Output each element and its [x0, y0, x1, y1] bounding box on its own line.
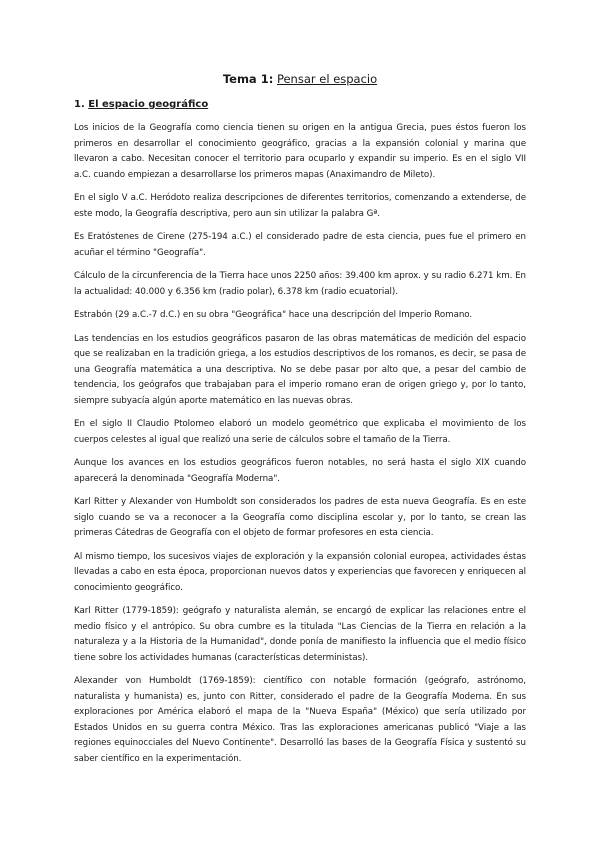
document-page	[74, 72, 526, 775]
section-title: El espacio geográfico	[88, 99, 209, 110]
paragraph-tendencies: Las tendencias en los estudios geográficos pasaron de las obras matemáticas de medición del espacio que se realizaban en la tradición griega, a los estudios descriptivos de los romanos, es decir, se pasa de una Geografía matemática a una descriptiva. No se debe pasar por alto que, a pesar del cambio de tendencia, los geógrafos que trabajaban para el imperio romano eran de origen griego y, por lo tanto, siempre subyacía algún aporte matemático en las nuevas obras.	[74, 333, 526, 406]
paragraph-earth-circumference: Cálculo de la circunferencia de la Tierra hace unos 2250 años: 39.400 km aprox. y su radio 6.271 km. En la actualidad: 40.000 y 6.356 km (radio polar), 6.378 km (radio ecuatorial).	[74, 271, 526, 297]
paragraph-alexander-humboldt: Alexander von Humboldt (1769-1859): científico con notable formación (geógrafo, astrónomo, naturalista y humanista) es, junto con Ritter, considerado el padre de la Geografía Moderna. En sus exploraciones por América elaboró el mapa de la "Nueva España" (México) que sería utilizado por Estados Unidos en su guerra contra México. Tras las exploraciones americanas publicó "Viaje a las regiones equinocciales del Nuevo Continente". Desarrolló las bases de la Geografía Física y sustentó su saber científico en la experimentación.	[74, 676, 526, 764]
section-heading	[74, 98, 526, 112]
section-number: 1.	[74, 99, 85, 110]
document-title	[74, 72, 526, 87]
paragraph-karl-ritter: Karl Ritter (1779-1859): geógrafo y naturalista alemán, se encargó de explicar las relaciones entre el medio físico y el antrópico. Su obra cumbre es la titulada "Las Ciencias de la Tierra en relación a la naturaleza y a la Historia de la Humanidad", donde ponía de manifiesto la influencia que el medio físico tiene sobre los actividades humanas (características deterministas).	[74, 606, 526, 663]
paragraph-exploration: Al mismo tiempo, los sucesivos viajes de exploración y la expansión colonial europea, actividades éstas llevadas a cabo en esta época, proporcionan nuevos datos y experiencias que favorecen y enriquecen al conocimiento geográfico.	[74, 551, 526, 593]
paragraph-greek-origins: Los inicios de la Geografía como ciencia tienen su origen en la antigua Grecia, pues éstos fueron los primeros en desarrollar el conocimiento geográfico, gracias a la expansión colonial y marina que llevaron a cabo. Necesitan conocer el territorio para ocuparlo y expandir su imperio. Es en el siglo VII a.C. cuando empiezan a desarrollarse los primeros mapas (Anaximandro de Mileto).	[74, 123, 526, 180]
paragraph-ptolemy: En el siglo II Claudio Ptolomeo elaboró un modelo geométrico que explicaba el movimiento de los cuerpos celestes al igual que realizó una serie de cálculos sobre el tamaño de la Tierra.	[74, 419, 526, 445]
paragraph-strabo: Estrabón (29 a.C.-7 d.C.) en su obra "Geográfica" hace una descripción del Imperio Romano.	[74, 310, 473, 320]
paragraph-eratosthenes: Es Eratóstenes de Cirene (275-194 a.C.) el considerado padre de esta ciencia, pues fue el primero en acuñar el término "Geografía".	[74, 232, 526, 258]
paragraph-ritter-humboldt: Karl Ritter y Alexander von Humboldt son considerados los padres de esta nueva Geografía. Es en este siglo cuando se va a reconocer a la Geografía como disciplina escolar y, por lo tanto, se crean las primeras Cátedras de Geografía con el objeto de formar profesores en esta ciencia.	[74, 497, 526, 538]
title-prefix: Tema 1:	[222, 72, 274, 86]
paragraph-modern-geography: Aunque los avances en los estudios geográficos fueron notables, no será hasta el siglo XIX cuando aparecerá la denominada "Geografía Moderna".	[74, 458, 526, 484]
paragraph-herodotus: En el siglo V a.C. Heródoto realiza descripciones de diferentes territorios, comenzando a extenderse, de este modo, la Geografía descriptiva, pero aun sin utilizar la palabra Gª.	[74, 193, 526, 219]
title-main: Pensar el espacio	[276, 72, 378, 86]
